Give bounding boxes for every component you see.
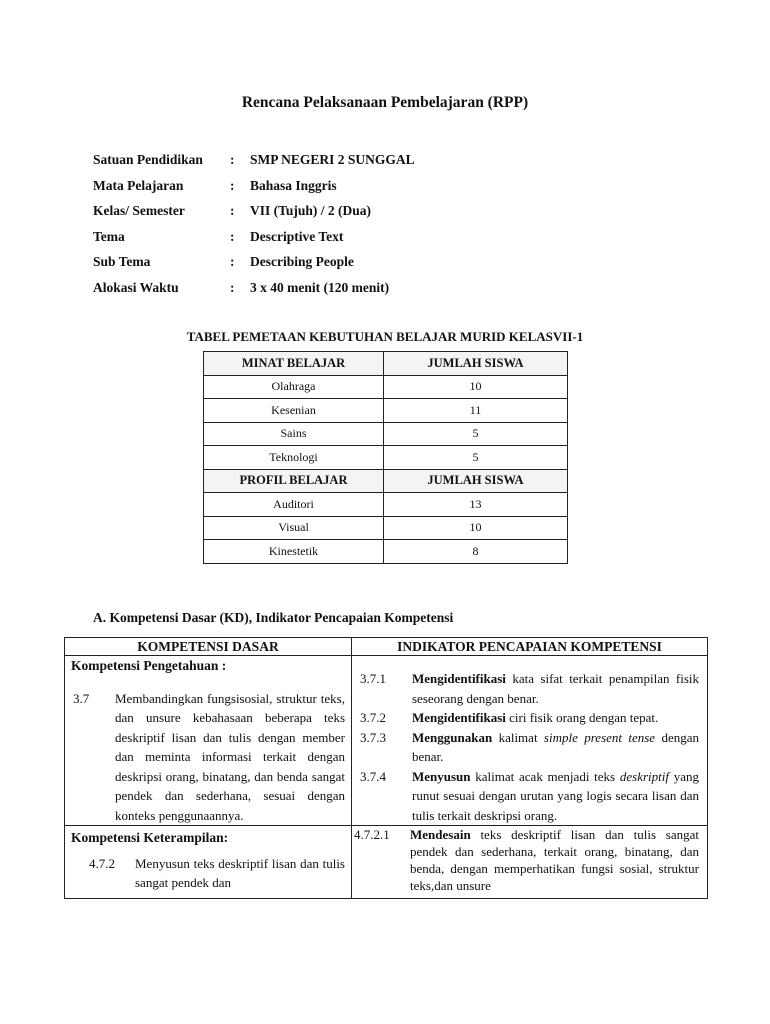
table-cell: 11	[384, 399, 568, 423]
table-row	[204, 422, 568, 446]
table-cell: Sains	[204, 422, 384, 446]
table-cell: Olahraga	[204, 375, 384, 399]
table-cell: Kesenian	[204, 399, 384, 423]
section-heading: A. Kompetensi Dasar (KD), Indikator Pencapaian Kompetensi	[93, 610, 454, 625]
table-cell	[65, 656, 352, 826]
table-cell: 5	[384, 422, 568, 446]
info-row: Sub Tema : Describing People	[93, 254, 354, 269]
table-cell	[352, 826, 708, 899]
table-cell: Kinestetik	[204, 540, 384, 564]
table-cell: Visual	[204, 516, 384, 540]
indicator-text: kata sifat terkait penampilan fisik seseorang dengan benar.	[412, 671, 699, 706]
indicator-verb: Menyusun	[412, 768, 471, 784]
indicator-text: teks deskriptif lisan dan tulis sangat pendek dan sederhana, terkait orang, binatang, dan benda, dengan memperhatikan fungsi sosial, struktur teks,dan unsure	[410, 827, 699, 893]
item-text: Membandingkan fungsisosial, struktur teks, dan unsure kebahasaan beberapa teks deskriptif lisan dan tulis dengan member dan meminta informasi terkait dengan deskripsi orang, binatang, dan benda sangat pendek dan sederhana, sesuai dengan konteks penggunaannya.	[115, 690, 345, 823]
info-label: Alokasi Waktu	[93, 279, 179, 295]
table-cell: 5	[384, 446, 568, 470]
table-header-row	[204, 352, 568, 376]
mapping-table-title: TABEL PEMETAAN KEBUTUHAN BELAJAR MURID KELASVII-1	[186, 329, 584, 344]
table-row	[204, 493, 568, 517]
info-label: Satuan Pendidikan	[93, 152, 203, 167]
info-value: Bahasa Inggris	[250, 177, 337, 193]
column-header: JUMLAH SISWA	[384, 352, 568, 376]
table-row	[204, 540, 568, 564]
table-header-row	[204, 469, 568, 493]
column-header: MINAT BELAJAR	[204, 352, 384, 376]
info-value: Describing People	[250, 254, 354, 269]
indicator-item	[352, 728, 707, 767]
indicator-text: ciri fisik orang dengan tepat.	[505, 710, 659, 725]
item-number: 3.7	[73, 690, 90, 706]
info-label: Kelas/ Semester	[93, 203, 185, 218]
table-row	[65, 656, 708, 826]
info-label: Sub Tema	[93, 254, 151, 269]
indicator-verb: Mengidentifikasi	[412, 710, 506, 725]
table-row	[204, 516, 568, 540]
indicator-item	[352, 826, 707, 894]
column-header: KOMPETENSI DASAR	[65, 638, 352, 656]
info-value: Descriptive Text	[250, 228, 344, 244]
indicator-text: kalimat acak menjadi teks	[470, 768, 620, 784]
indicator-text: yang runut sesuai dengan urutan yang logis secara lisan dan tulis terkait deskripsi orang.	[412, 768, 699, 823]
indicator-item	[352, 669, 707, 708]
subsection-title: Kompetensi Keterampilan:	[71, 830, 229, 845]
table-cell: 10	[384, 516, 568, 540]
list-item	[65, 689, 351, 826]
info-label: Tema	[93, 228, 125, 244]
page-title: Rencana Pelaksanaan Pembelajaran (RPP)	[241, 94, 529, 111]
item-text: Menyusun teks deskriptif lisan dan tulis sangat pendek dan	[135, 855, 345, 890]
competency-table	[64, 637, 708, 899]
item-number: 3.7.4	[360, 768, 386, 784]
table-cell	[65, 826, 352, 899]
info-row: Tema : Descriptive Text	[93, 228, 344, 244]
info-value: VII (Tujuh) / 2 (Dua)	[250, 203, 372, 218]
table-row	[204, 375, 568, 399]
item-number: 4.7.2	[89, 855, 115, 871]
table-row	[204, 446, 568, 470]
item-number: 3.7.3	[360, 729, 386, 745]
info-row: Alokasi Waktu : 3 x 40 menit (120 menit)	[93, 279, 390, 295]
indicator-verb: Mengidentifikasi	[412, 671, 506, 686]
info-row: Satuan Pendidikan : SMP NEGERI 2 SUNGGAL	[93, 152, 415, 167]
identity-info	[93, 152, 415, 305]
table-cell: Auditori	[204, 493, 384, 517]
indicator-item	[352, 767, 707, 826]
info-label: Mata Pelajaran	[93, 177, 184, 193]
table-cell: Teknologi	[204, 446, 384, 470]
info-row: Kelas/ Semester : VII (Tujuh) / 2 (Dua)	[93, 203, 372, 218]
column-header: INDIKATOR PENCAPAIAN KOMPETENSI	[352, 638, 708, 656]
subsection-title: Kompetensi Pengetahuan :	[71, 658, 227, 673]
table-row	[65, 826, 708, 899]
item-number: 3.7.2	[360, 710, 386, 725]
item-number: 4.7.2.1	[354, 827, 390, 842]
table-cell: 10	[384, 375, 568, 399]
list-item	[65, 854, 351, 893]
table-row	[204, 399, 568, 423]
table-header-row	[65, 638, 708, 656]
table-cell: 13	[384, 493, 568, 517]
indicator-verb: Menggunakan	[412, 729, 493, 745]
indicator-text: dengan benar.	[412, 729, 699, 764]
indicator-term: simple present tense	[543, 729, 656, 745]
column-header: PROFIL BELAJAR	[204, 469, 384, 493]
info-value: SMP NEGERI 2 SUNGGAL	[250, 152, 415, 167]
column-header: JUMLAH SISWA	[384, 469, 568, 493]
item-number: 3.7.1	[360, 671, 386, 686]
table-cell	[352, 656, 708, 826]
info-row: Mata Pelajaran : Bahasa Inggris	[93, 177, 337, 193]
indicator-item	[352, 708, 707, 728]
indicator-term: deskriptif	[619, 768, 669, 784]
learning-needs-table	[203, 351, 568, 564]
indicator-verb: Mendesain	[410, 827, 471, 842]
info-value: 3 x 40 menit (120 menit)	[250, 279, 390, 295]
table-cell: 8	[384, 540, 568, 564]
indicator-text: kalimat	[492, 729, 544, 745]
